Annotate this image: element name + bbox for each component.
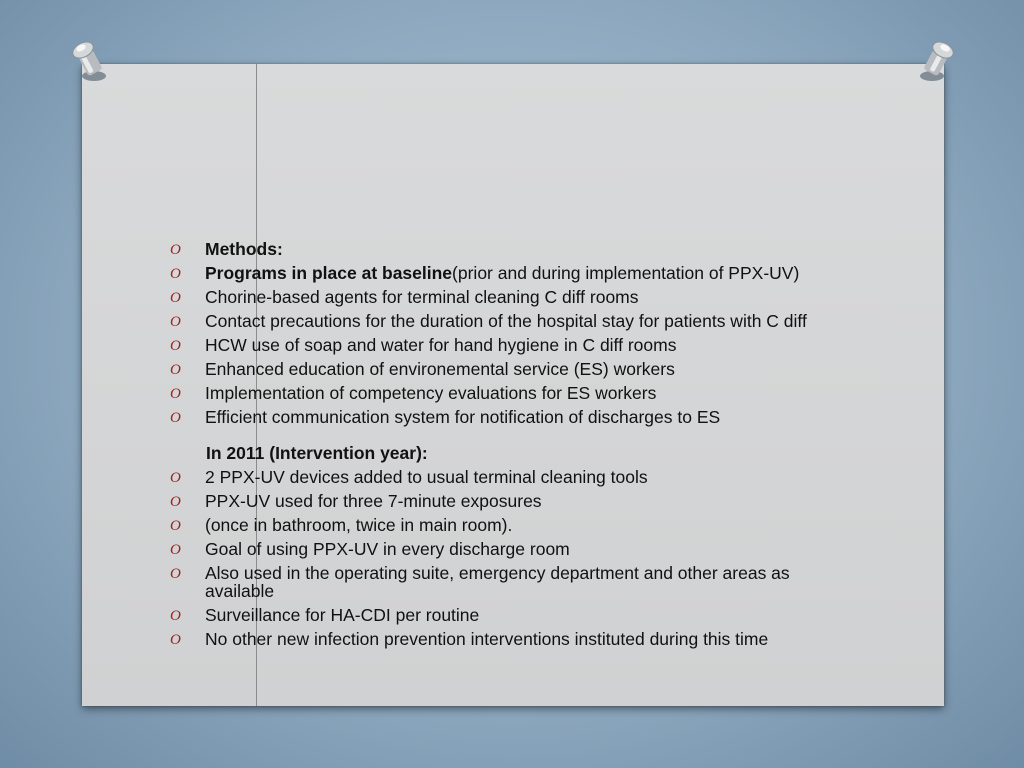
list-item [166, 540, 856, 558]
list-item-text: No other new infection prevention interventions instituted during this time [205, 629, 769, 649]
list-item [166, 240, 856, 258]
bullet-icon: O [170, 494, 181, 510]
list-item-text: Contact precautions for the duration of the hospital stay for patients with C diff [205, 311, 807, 331]
list-item-text: Efficient communication system for notification of discharges to ES [205, 407, 721, 427]
bullet-icon: O [170, 242, 181, 258]
list-item-text: 2 PPX-UV devices added to usual terminal cleaning tools [205, 467, 648, 487]
list-item [166, 384, 856, 402]
bullet-icon: O [170, 470, 181, 486]
list-item-text: Enhanced education of environemental service (ES) workers [205, 359, 675, 379]
slide-content [166, 240, 856, 654]
bullet-icon: O [170, 566, 181, 582]
list-item-text: Surveillance for HA-CDI per routine [205, 605, 480, 625]
list-item [166, 264, 856, 282]
pushpin-left-icon [70, 40, 110, 84]
bullet-icon: O [170, 266, 181, 282]
list-item [166, 468, 856, 486]
list-item-text: Goal of using PPX-UV in every discharge room [205, 539, 570, 559]
list-item-text: HCW use of soap and water for hand hygiene in C diff rooms [205, 335, 677, 355]
methods-list [166, 240, 856, 426]
list-item [166, 492, 856, 510]
bullet-icon: O [170, 362, 181, 378]
list-item [166, 312, 856, 330]
list-item [166, 408, 856, 426]
list-item [166, 288, 856, 306]
list-item [166, 630, 856, 648]
intervention-list [166, 468, 856, 648]
intervention-heading: In 2011 (Intervention year): [206, 443, 428, 463]
list-item-text: (once in bathroom, twice in main room). [205, 515, 513, 535]
bullet-icon: O [170, 518, 181, 534]
bullet-icon: O [170, 338, 181, 354]
list-item [166, 516, 856, 534]
bullet-icon: O [170, 632, 181, 648]
bullet-icon: O [170, 290, 181, 306]
list-item-text: Chorine-based agents for terminal cleaning C diff rooms [205, 287, 639, 307]
bullet-icon: O [170, 386, 181, 402]
list-item [166, 360, 856, 378]
bullet-icon: O [170, 608, 181, 624]
list-item-text: Implementation of competency evaluations for ES workers [205, 383, 657, 403]
bullet-icon: O [170, 410, 181, 426]
bullet-icon: O [170, 542, 181, 558]
programs-heading: Programs in place at baseline [205, 263, 453, 283]
list-item-text: PPX-UV used for three 7-minute exposures [205, 491, 542, 511]
methods-heading: Methods: [205, 239, 283, 259]
programs-note: (prior and during implementation of PPX-UV) [452, 263, 800, 283]
list-item [166, 336, 856, 354]
list-item-text: Also used in the operating suite, emergency department and other areas as available [205, 563, 790, 601]
pushpin-right-icon [916, 40, 956, 84]
list-item [166, 564, 856, 600]
list-item [166, 606, 856, 624]
bullet-icon: O [170, 314, 181, 330]
